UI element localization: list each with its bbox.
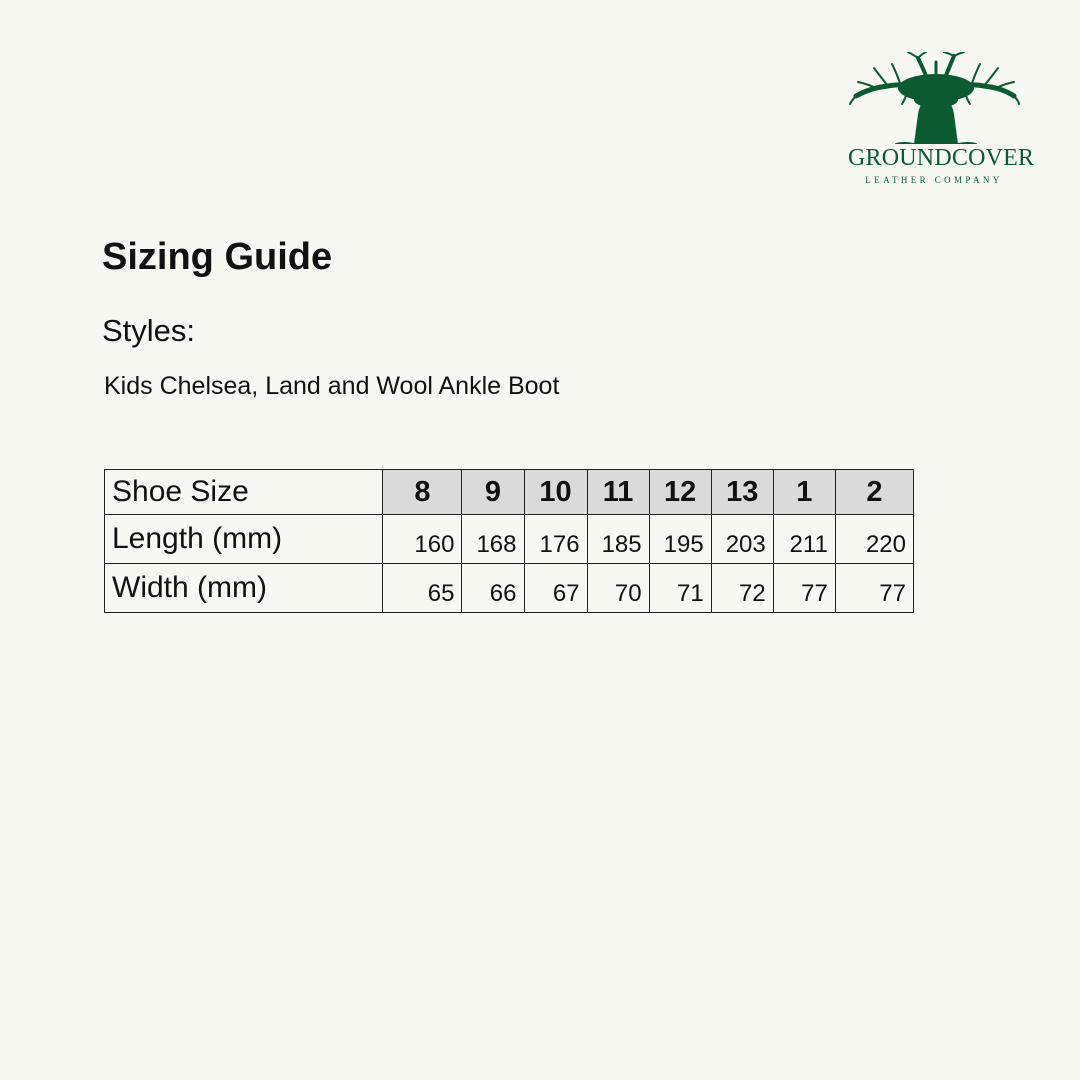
width-cell: 65 [383,564,462,613]
length-cell: 203 [711,515,773,564]
brand-logo [848,52,1035,192]
size-cell: 11 [587,470,649,515]
length-cell: 168 [462,515,524,564]
size-cell: 8 [383,470,462,515]
page-title: Sizing Guide [102,236,333,278]
length-cell: 160 [383,515,462,564]
size-cell: 10 [524,470,587,515]
brand-name: GROUNDCOVER [848,145,1035,171]
length-cell: 195 [649,515,711,564]
row-label: Shoe Size [105,470,383,515]
styles-value: Kids Chelsea, Land and Wool Ankle Boot [104,372,560,400]
width-row [105,564,914,613]
sizing-table [104,469,914,613]
shoe-size-row [105,470,914,515]
width-cell: 77 [835,564,913,613]
size-cell: 1 [773,470,835,515]
size-cell: 12 [649,470,711,515]
size-cell: 13 [711,470,773,515]
width-cell: 71 [649,564,711,613]
row-label: Width (mm) [105,564,383,613]
length-cell: 220 [835,515,913,564]
baobab-tree-icon [848,52,1020,144]
size-cell: 2 [835,470,913,515]
width-cell: 70 [587,564,649,613]
brand-tagline: LEATHER COMPANY [865,175,1003,185]
width-cell: 66 [462,564,524,613]
length-cell: 185 [587,515,649,564]
length-cell: 176 [524,515,587,564]
styles-label: Styles: [102,313,196,348]
length-cell: 211 [773,515,835,564]
row-label: Length (mm) [105,515,383,564]
size-cell: 9 [462,470,524,515]
width-cell: 67 [524,564,587,613]
width-cell: 72 [711,564,773,613]
width-cell: 77 [773,564,835,613]
length-row [105,515,914,564]
